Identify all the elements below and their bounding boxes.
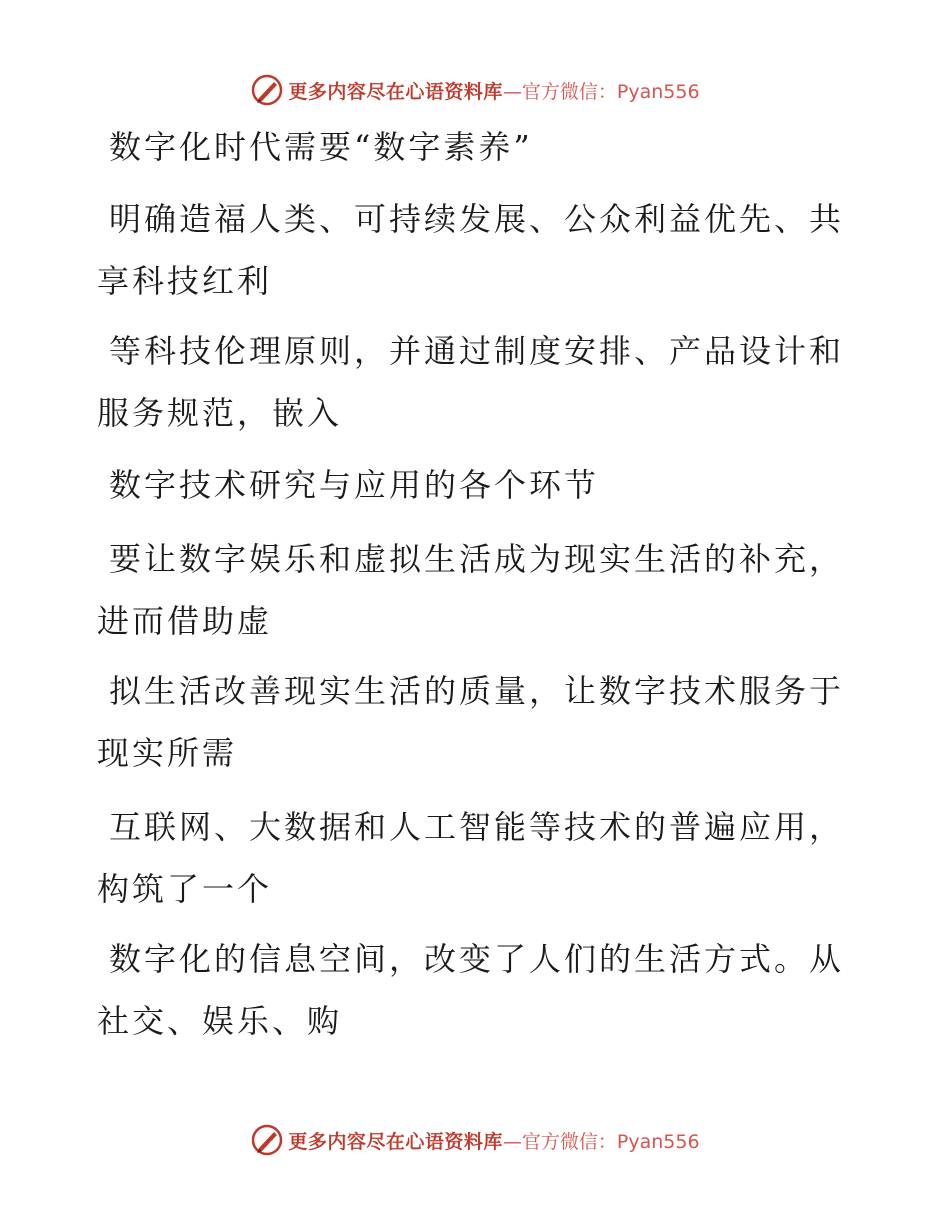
paragraph-1	[97, 116, 837, 178]
pen-logo-icon	[250, 1123, 284, 1157]
header-banner-contact: —官方微信：Pyan556	[502, 80, 700, 103]
paragraph-5	[97, 528, 845, 652]
paragraph-8	[97, 928, 845, 1052]
paragraph-line: 拟生活改善现实生活的质量，让数字技术服务于	[109, 672, 845, 710]
paragraph-2	[97, 188, 845, 312]
paragraph-line: 要让数字娱乐和虚拟生活成为现实生活的补充，	[109, 540, 845, 578]
footer-banner-contact: —官方微信：Pyan556	[502, 1130, 700, 1153]
paragraph-line: 构筑了一个	[97, 870, 273, 908]
paragraph-line: 现实所需	[97, 734, 238, 772]
footer-banner-title: 更多内容尽在心语资料库	[288, 1130, 503, 1153]
paragraph-4	[97, 454, 837, 516]
paragraph-line: 互联网、大数据和人工智能等技术的普遍应用，	[109, 808, 845, 846]
paragraph-line: 社交、娱乐、购	[97, 1002, 343, 1040]
paragraph-line: 享科技红利	[97, 262, 273, 300]
paragraph-line: 数字化时代需要“数字素养”	[109, 128, 533, 166]
paragraph-line: 明确造福人类、可持续发展、公众利益优先、共	[109, 200, 845, 238]
paragraph-line: 数字技术研究与应用的各个环节	[109, 466, 600, 504]
paragraph-3	[97, 320, 845, 444]
paragraph-line: 数字化的信息空间，改变了人们的生活方式。从	[109, 940, 845, 978]
header-banner	[0, 70, 950, 110]
header-banner-content	[250, 73, 699, 107]
footer-banner-content	[250, 1123, 699, 1157]
header-banner-title: 更多内容尽在心语资料库	[288, 80, 503, 103]
paragraph-7	[97, 796, 845, 920]
pen-logo-icon	[250, 73, 284, 107]
paragraph-line: 进而借助虚	[97, 602, 273, 640]
footer-banner	[0, 1120, 950, 1160]
paragraph-6	[97, 660, 845, 784]
paragraph-line: 等科技伦理原则，并通过制度安排、产品设计和	[109, 332, 845, 370]
paragraph-line: 服务规范，嵌入	[97, 394, 343, 432]
